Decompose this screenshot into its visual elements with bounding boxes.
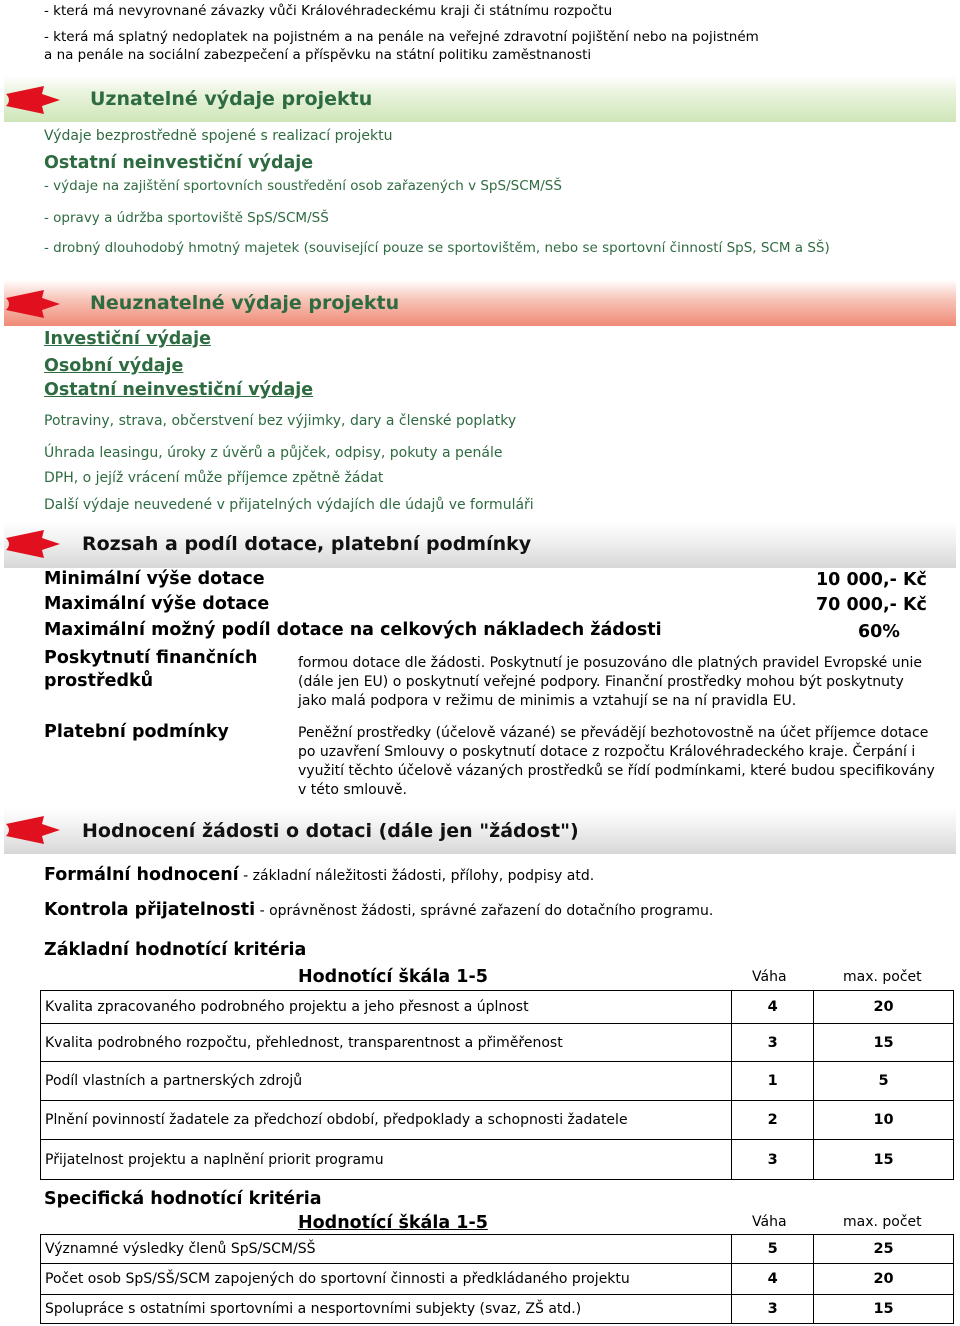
payment-text-line: po uzavření Smlouvy o poskytnutí dotace z rozpočtu Královéhradeckého kraje. Čerpání i xyxy=(298,744,916,760)
acceptability-text: - oprávněnost žádosti, správné zařazení do dotačního programu. xyxy=(255,903,714,919)
ineligible-item-1: Potraviny, strava, občerstvení bez výjimky, dary a členské poplatky xyxy=(44,413,517,429)
basic-max-header: max. počet xyxy=(843,969,922,985)
criterion-weight: 4 xyxy=(732,991,814,1024)
specific-max-header: max. počet xyxy=(843,1214,922,1230)
criterion-weight: 4 xyxy=(732,1264,814,1295)
red-arrow-icon xyxy=(4,812,62,848)
eligible-item-2: - opravy a údržba sportoviště SpS/SCM/SŠ xyxy=(44,210,329,226)
criterion-weight: 1 xyxy=(732,1062,814,1101)
specific-weight-header: Váha xyxy=(752,1214,787,1230)
top-line-3: a na penále na sociální zabezpečení a příspěvku na státní politiku zaměstnanosti xyxy=(44,47,592,63)
criterion-text: Spolupráce s ostatními sportovními a nesportovními subjekty (svaz, ZŠ atd.) xyxy=(41,1295,732,1324)
evaluation-heading: Hodnocení žádosti o dotaci (dále jen "žádost") xyxy=(82,820,579,842)
subsidy-heading: Rozsah a podíl dotace, platební podmínky xyxy=(82,533,532,555)
ineligible-subheading-investment: Investiční výdaje xyxy=(44,329,211,349)
payment-text-line: v této smlouvě. xyxy=(298,782,407,798)
min-subsidy-label: Minimální výše dotace xyxy=(44,569,265,589)
max-subsidy-value: 70 000,- Kč xyxy=(816,595,927,615)
ineligible-heading: Neuznatelné výdaje projektu xyxy=(90,292,400,314)
top-line-2: - která má splatný nedoplatek na pojistném a na penále na veřejné zdravotní pojištění nebo na pojistném xyxy=(44,29,759,45)
criterion-max: 15 xyxy=(814,1024,954,1062)
criterion-max: 15 xyxy=(814,1140,954,1180)
criterion-text: Podíl vlastních a partnerských zdrojů xyxy=(41,1062,732,1101)
basic-weight-header: Váha xyxy=(752,969,787,985)
criterion-text: Významné výsledky členů SpS/SCM/SŠ xyxy=(41,1235,732,1264)
eligible-intro: Výdaje bezprostředně spojené s realizací projektu xyxy=(44,128,393,144)
red-arrow-icon xyxy=(4,82,62,118)
provision-label-2: prostředků xyxy=(44,671,154,691)
criterion-weight: 2 xyxy=(732,1101,814,1140)
table-row xyxy=(41,1024,954,1062)
table-row xyxy=(41,1140,954,1180)
ineligible-item-2: Úhrada leasingu, úroky z úvěrů a půjček, odpisy, pokuty a penále xyxy=(44,445,503,461)
provision-text xyxy=(298,654,948,711)
criterion-max: 10 xyxy=(814,1101,954,1140)
table-row xyxy=(41,1235,954,1264)
table-row xyxy=(41,1062,954,1101)
table-row xyxy=(41,1295,954,1324)
criterion-text: Kvalita zpracovaného podrobného projektu a jeho přesnost a úplnost xyxy=(41,991,732,1024)
payment-text xyxy=(298,724,948,800)
criterion-weight: 5 xyxy=(732,1235,814,1264)
subsidy-share-label: Maximální možný podíl dotace na celkových nákladech žádosti xyxy=(44,620,662,640)
criterion-max: 20 xyxy=(814,1264,954,1295)
criterion-text: Kvalita podrobného rozpočtu, přehlednost, transparentnost a přiměřenost xyxy=(41,1024,732,1062)
specific-criteria-table xyxy=(40,1234,954,1324)
criterion-max: 15 xyxy=(814,1295,954,1324)
ineligible-item-4: Další výdaje neuvedené v přijatelných výdajích dle údajů ve formuláři xyxy=(44,497,534,513)
red-arrow-icon xyxy=(4,286,62,322)
payment-text-line: Peněžní prostředky (účelově vázané) se převádějí bezhotovostně na účet příjemce dotace xyxy=(298,725,929,741)
ineligible-subheading-personal: Osobní výdaje xyxy=(44,356,184,376)
criterion-max: 5 xyxy=(814,1062,954,1101)
criterion-max: 25 xyxy=(814,1235,954,1264)
formal-evaluation xyxy=(44,865,594,885)
eligible-heading: Uznatelné výdaje projektu xyxy=(90,88,373,110)
formal-evaluation-text: - základní náležitosti žádosti, přílohy, podpisy atd. xyxy=(238,868,595,884)
basic-scale-title: Hodnotící škála 1-5 xyxy=(298,967,488,987)
acceptability-label: Kontrola přijatelnosti xyxy=(44,900,256,920)
formal-evaluation-label: Formální hodnocení xyxy=(44,865,239,885)
table-row xyxy=(41,991,954,1024)
provision-label-1: Poskytnutí finančních xyxy=(44,648,258,668)
table-row xyxy=(41,1264,954,1295)
top-line-1: - která má nevyrovnané závazky vůči Královéhradeckému kraji či státnímu rozpočtu xyxy=(44,3,613,19)
table-row xyxy=(41,1101,954,1140)
specific-criteria-title: Specifická hodnotící kritéria xyxy=(44,1189,322,1209)
payment-label: Platební podmínky xyxy=(44,722,229,742)
basic-criteria-table xyxy=(40,990,954,1180)
criterion-text: Počet osob SpS/SŠ/SCM zapojených do sportovní činnosti a předkládaného projektu xyxy=(41,1264,732,1295)
acceptability-check xyxy=(44,900,713,920)
criterion-weight: 3 xyxy=(732,1140,814,1180)
provision-text-line: formou dotace dle žádosti. Poskytnutí je posuzováno dle platných pravidel Evropské unie xyxy=(298,655,922,671)
ineligible-subheading-other: Ostatní neinvestiční výdaje xyxy=(44,380,314,400)
criterion-weight: 3 xyxy=(732,1295,814,1324)
ineligible-item-3: DPH, o jejíž vrácení může příjemce zpětně žádat xyxy=(44,470,384,486)
min-subsidy-value: 10 000,- Kč xyxy=(816,570,927,590)
criterion-text: Přijatelnost projektu a naplnění priorit programu xyxy=(41,1140,732,1180)
red-arrow-icon xyxy=(4,526,62,562)
provision-text-line: jako malá podpora v režimu de minimis a vztahují se na ní pravidla EU. xyxy=(298,693,797,709)
eligible-item-3: - drobný dlouhodobý hmotný majetek (související pouze se sportovištěm, nebo se sportovní činností SpS, SCM a SŠ) xyxy=(44,240,830,256)
payment-text-line: využití těchto účelově vázaných prostředků se řídí podmínkami, které budou specifikovány xyxy=(298,763,935,779)
criterion-weight: 3 xyxy=(732,1024,814,1062)
eligible-subheading: Ostatní neinvestiční výdaje xyxy=(44,153,314,173)
criterion-text: Plnění povinností žadatele za předchozí období, předpoklady a schopnosti žadatele xyxy=(41,1101,732,1140)
max-subsidy-label: Maximální výše dotace xyxy=(44,594,270,614)
criterion-max: 20 xyxy=(814,991,954,1024)
subsidy-share-value: 60% xyxy=(858,622,900,642)
basic-criteria-title: Základní hodnotící kritéria xyxy=(44,940,307,960)
eligible-item-1: - výdaje na zajištění sportovních soustředění osob zařazených v SpS/SCM/SŠ xyxy=(44,178,562,194)
provision-text-line: (dále jen EU) o poskytnutí veřejné podpory. Finanční prostředky mohou být poskytnuty xyxy=(298,674,904,690)
specific-scale-title: Hodnotící škála 1-5 xyxy=(298,1213,488,1233)
